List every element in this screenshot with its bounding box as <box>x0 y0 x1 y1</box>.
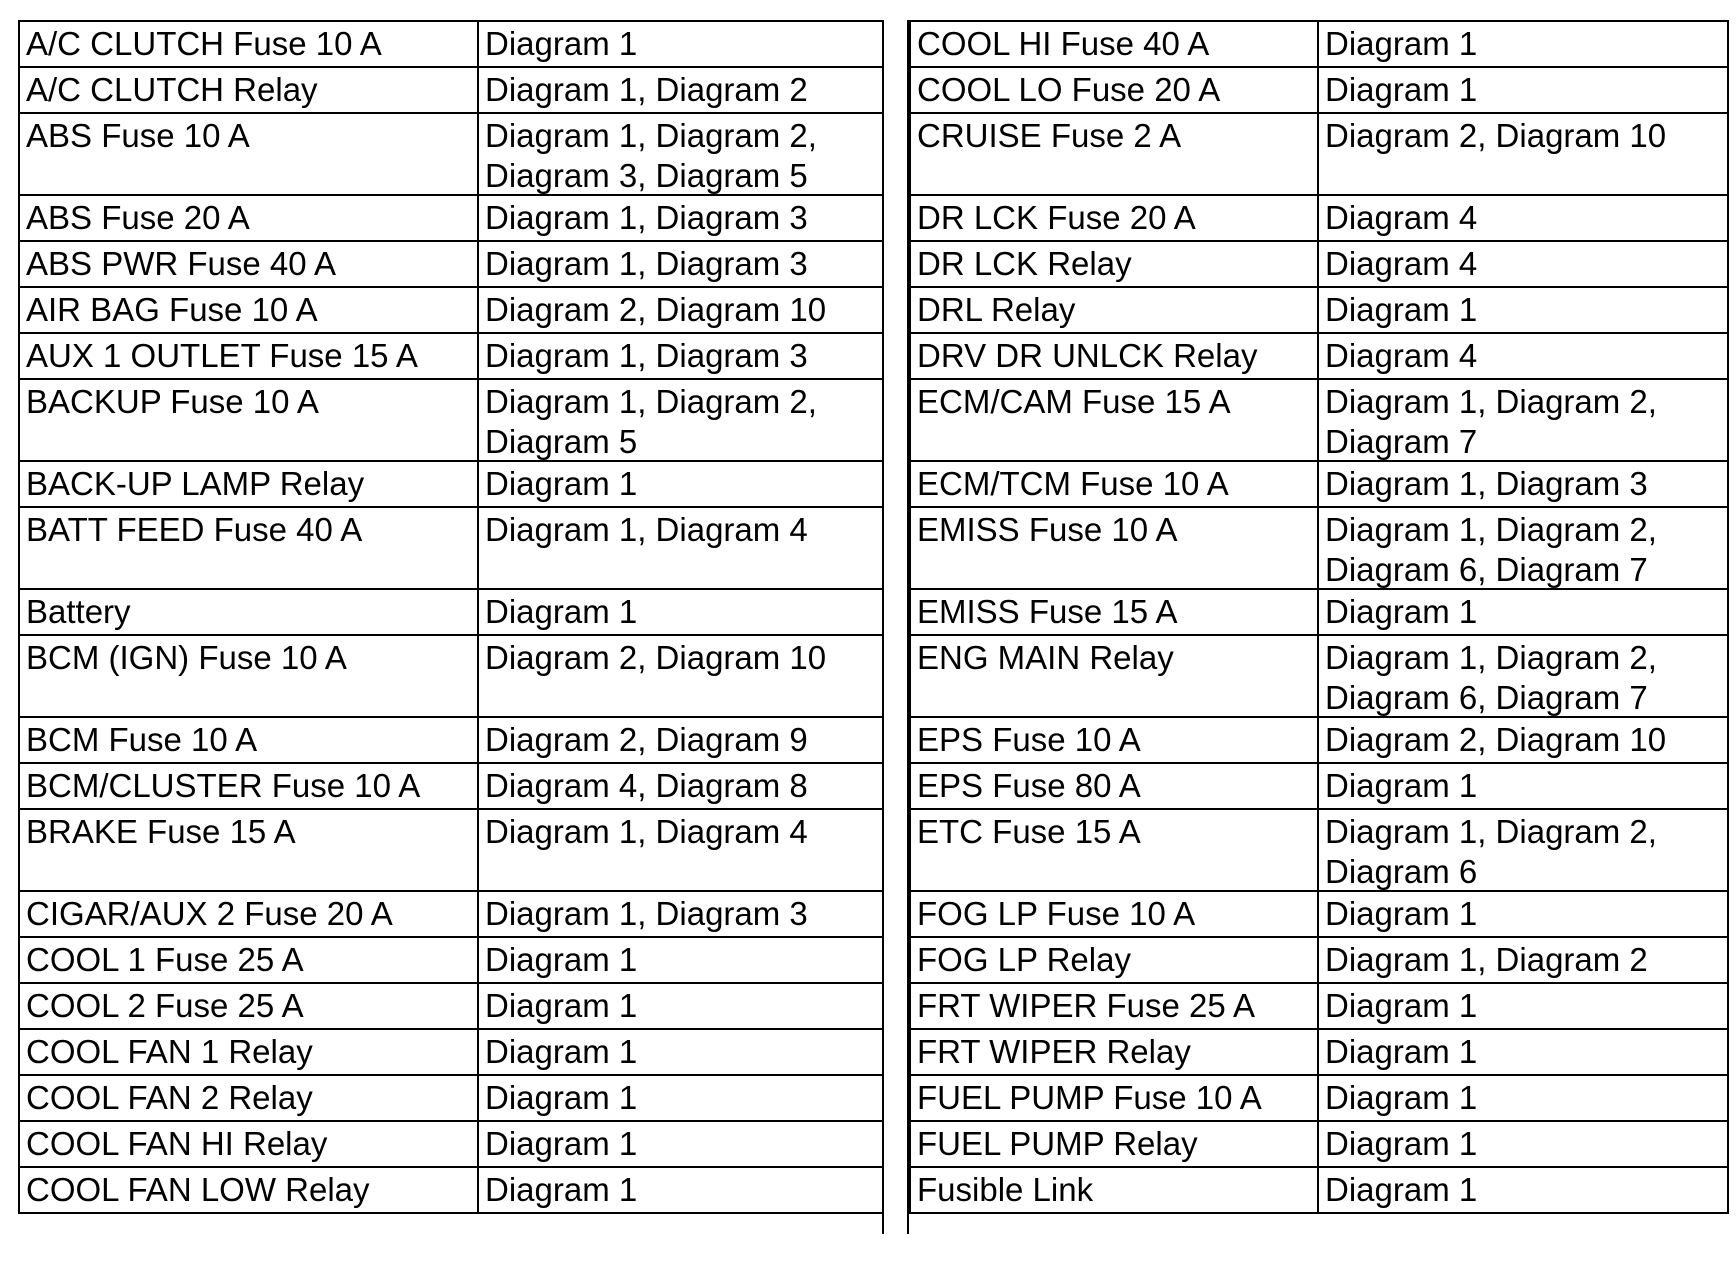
diagram-reference-line: Diagram 6 <box>1325 853 1478 890</box>
diagram-reference-line <box>485 676 878 716</box>
component-name-cell: COOL HI Fuse 40 A <box>910 21 1318 67</box>
diagram-reference-line: Diagram 4 <box>1325 199 1478 236</box>
diagram-reference-line: Diagram 5 <box>485 423 638 460</box>
diagram-reference-line: Diagram 1, Diagram 4 <box>485 511 808 548</box>
diagram-reference-cell <box>478 937 883 983</box>
table-row <box>910 21 1728 67</box>
table-row <box>19 1029 883 1075</box>
diagram-reference-line: Diagram 2, Diagram 10 <box>1325 721 1667 758</box>
component-name-cell: DRL Relay <box>910 287 1318 333</box>
component-name-cell: BCM Fuse 10 A <box>19 717 478 763</box>
table-row <box>19 983 883 1029</box>
table-row <box>910 507 1728 589</box>
table-row <box>19 287 883 333</box>
component-name-cell: BRAKE Fuse 15 A <box>19 809 478 891</box>
diagram-reference-cell <box>1318 809 1728 891</box>
diagram-reference-line: Diagram 1 <box>485 941 638 978</box>
table-row <box>19 763 883 809</box>
diagram-reference-cell <box>478 21 883 67</box>
diagram-reference-cell <box>1318 287 1728 333</box>
component-name-cell: COOL FAN LOW Relay <box>19 1167 478 1213</box>
component-name-cell: A/C CLUTCH Fuse 10 A <box>19 21 478 67</box>
diagram-reference-line: Diagram 1, Diagram 2, <box>1325 383 1657 420</box>
table-row <box>910 763 1728 809</box>
diagram-reference-cell <box>1318 1075 1728 1121</box>
diagram-reference-cell <box>478 333 883 379</box>
component-name-cell: Battery <box>19 589 478 635</box>
component-name-cell: ECM/CAM Fuse 15 A <box>910 379 1318 461</box>
diagram-reference-cell <box>1318 333 1728 379</box>
component-name-cell: AUX 1 OUTLET Fuse 15 A <box>19 333 478 379</box>
component-name-cell: EMISS Fuse 15 A <box>910 589 1318 635</box>
component-name-cell: FUEL PUMP Relay <box>910 1121 1318 1167</box>
table-row <box>910 891 1728 937</box>
table-row <box>910 1121 1728 1167</box>
diagram-reference-line: Diagram 4 <box>1325 337 1478 374</box>
component-name-cell: BCM/CLUSTER Fuse 10 A <box>19 763 478 809</box>
diagram-reference-line <box>485 850 878 890</box>
diagram-reference-line: Diagram 6, Diagram 7 <box>1325 679 1648 716</box>
table-row <box>19 67 883 113</box>
table-row <box>19 1075 883 1121</box>
diagram-reference-cell <box>1318 507 1728 589</box>
component-name-cell: CIGAR/AUX 2 Fuse 20 A <box>19 891 478 937</box>
component-name-cell: DR LCK Relay <box>910 241 1318 287</box>
diagram-reference-cell <box>478 891 883 937</box>
diagram-reference-line: Diagram 1 <box>1325 1125 1478 1162</box>
diagram-reference-cell <box>478 241 883 287</box>
diagram-reference-cell <box>478 67 883 113</box>
component-name-cell: AIR BAG Fuse 10 A <box>19 287 478 333</box>
diagram-reference-cell <box>478 507 883 589</box>
table-row <box>910 983 1728 1029</box>
component-name-cell: COOL 1 Fuse 25 A <box>19 937 478 983</box>
diagram-reference-cell <box>478 461 883 507</box>
table-row <box>910 241 1728 287</box>
diagram-reference-line: Diagram 1 <box>1325 71 1478 108</box>
diagram-reference-line: Diagram 1 <box>1325 895 1478 932</box>
diagram-reference-line: Diagram 1 <box>485 1033 638 1070</box>
table-row <box>19 891 883 937</box>
diagram-reference-line: Diagram 1 <box>1325 593 1478 630</box>
diagram-reference-line: Diagram 4, Diagram 8 <box>485 767 808 804</box>
component-name-cell: ECM/TCM Fuse 10 A <box>910 461 1318 507</box>
component-name-cell: FUEL PUMP Fuse 10 A <box>910 1075 1318 1121</box>
diagram-reference-line: Diagram 1 <box>485 465 638 502</box>
component-name-cell: FRT WIPER Relay <box>910 1029 1318 1075</box>
table-row <box>910 1029 1728 1075</box>
diagram-reference-cell <box>478 809 883 891</box>
diagram-reference-cell <box>1318 67 1728 113</box>
table-row <box>19 333 883 379</box>
table-row <box>910 379 1728 461</box>
diagram-reference-line: Diagram 6, Diagram 7 <box>1325 551 1648 588</box>
table-row <box>910 113 1728 195</box>
table-row <box>19 635 883 717</box>
diagram-reference-line: Diagram 1 <box>1325 767 1478 804</box>
component-name-cell: BACKUP Fuse 10 A <box>19 379 478 461</box>
right-index-body <box>910 21 1728 1213</box>
component-name-cell: COOL FAN 1 Relay <box>19 1029 478 1075</box>
table-row <box>910 287 1728 333</box>
component-name-cell: FOG LP Relay <box>910 937 1318 983</box>
diagram-reference-cell <box>1318 195 1728 241</box>
diagram-reference-cell <box>478 983 883 1029</box>
diagram-reference-cell <box>478 763 883 809</box>
diagram-reference-line: Diagram 1 <box>1325 291 1478 328</box>
diagram-reference-line: Diagram 1 <box>485 593 638 630</box>
diagram-reference-line: Diagram 1, Diagram 3 <box>485 337 808 374</box>
table-row <box>19 1167 883 1213</box>
table-row <box>19 589 883 635</box>
diagram-reference-cell <box>1318 763 1728 809</box>
diagram-reference-cell <box>1318 21 1728 67</box>
diagram-reference-line: Diagram 1 <box>1325 1079 1478 1116</box>
diagram-reference-line: Diagram 1, Diagram 2, <box>1325 511 1657 548</box>
component-name-cell: COOL LO Fuse 20 A <box>910 67 1318 113</box>
component-name-cell: EMISS Fuse 10 A <box>910 507 1318 589</box>
diagram-reference-cell <box>1318 635 1728 717</box>
diagram-reference-cell <box>1318 1121 1728 1167</box>
component-name-cell: COOL FAN HI Relay <box>19 1121 478 1167</box>
table-row <box>19 717 883 763</box>
diagram-reference-line: Diagram 1 <box>485 1079 638 1116</box>
component-name-cell: EPS Fuse 10 A <box>910 717 1318 763</box>
diagram-reference-line: Diagram 1, Diagram 2, <box>485 383 817 420</box>
table-row <box>19 21 883 67</box>
diagram-reference-cell <box>1318 241 1728 287</box>
component-name-cell: COOL 2 Fuse 25 A <box>19 983 478 1029</box>
diagram-reference-line <box>1325 154 1723 194</box>
component-name-cell: FOG LP Fuse 10 A <box>910 891 1318 937</box>
diagram-reference-cell <box>1318 1029 1728 1075</box>
component-name-cell: Fusible Link <box>910 1167 1318 1213</box>
component-name-cell: A/C CLUTCH Relay <box>19 67 478 113</box>
diagram-reference-line <box>485 548 878 588</box>
component-name-cell: ABS PWR Fuse 40 A <box>19 241 478 287</box>
table-row <box>19 809 883 891</box>
table-row <box>19 461 883 507</box>
diagram-reference-cell <box>478 1029 883 1075</box>
table-row <box>910 937 1728 983</box>
table-row <box>19 937 883 983</box>
diagram-reference-line: Diagram 1 <box>1325 25 1478 62</box>
table-row <box>910 67 1728 113</box>
diagram-reference-line: Diagram 1 <box>1325 987 1478 1024</box>
diagram-reference-cell <box>1318 461 1728 507</box>
diagram-reference-line: Diagram 2, Diagram 10 <box>485 639 827 676</box>
table-row <box>910 717 1728 763</box>
diagram-reference-line: Diagram 4 <box>1325 245 1478 282</box>
diagram-reference-cell <box>478 1121 883 1167</box>
diagram-reference-line: Diagram 1, Diagram 4 <box>485 813 808 850</box>
table-row <box>910 195 1728 241</box>
diagram-reference-cell <box>478 635 883 717</box>
diagram-reference-line: Diagram 1 <box>485 25 638 62</box>
table-row <box>910 461 1728 507</box>
component-name-cell: EPS Fuse 80 A <box>910 763 1318 809</box>
diagram-reference-line: Diagram 7 <box>1325 423 1478 460</box>
component-name-cell: ABS Fuse 10 A <box>19 113 478 195</box>
diagram-reference-cell <box>478 379 883 461</box>
diagram-reference-line: Diagram 1, Diagram 3 <box>485 199 808 236</box>
component-name-cell: ETC Fuse 15 A <box>910 809 1318 891</box>
diagram-reference-cell <box>1318 717 1728 763</box>
table-row <box>910 589 1728 635</box>
column-gap-frame <box>882 20 909 1234</box>
table-row <box>910 809 1728 891</box>
diagram-reference-line: Diagram 1, Diagram 2 <box>485 71 808 108</box>
component-name-cell: COOL FAN 2 Relay <box>19 1075 478 1121</box>
diagram-reference-line: Diagram 1 <box>485 1171 638 1208</box>
diagram-reference-cell <box>478 717 883 763</box>
diagram-reference-line: Diagram 2, Diagram 10 <box>1325 117 1667 154</box>
diagram-reference-cell <box>1318 113 1728 195</box>
diagram-reference-line: Diagram 1, Diagram 3 <box>485 245 808 282</box>
right-index-table <box>909 20 1729 1214</box>
component-name-cell: DR LCK Fuse 20 A <box>910 195 1318 241</box>
diagram-reference-cell <box>1318 379 1728 461</box>
component-name-cell: CRUISE Fuse 2 A <box>910 113 1318 195</box>
component-name-cell: ENG MAIN Relay <box>910 635 1318 717</box>
left-index-body <box>19 21 883 1213</box>
diagram-reference-cell <box>478 195 883 241</box>
component-name-cell: BACK-UP LAMP Relay <box>19 461 478 507</box>
diagram-reference-line: Diagram 1, Diagram 2 <box>1325 941 1648 978</box>
diagram-reference-cell <box>478 287 883 333</box>
diagram-reference-line: Diagram 1 <box>1325 1033 1478 1070</box>
diagram-reference-line: Diagram 2, Diagram 9 <box>485 721 808 758</box>
table-row <box>910 1075 1728 1121</box>
diagram-reference-cell <box>1318 983 1728 1029</box>
diagram-reference-line: Diagram 2, Diagram 10 <box>485 291 827 328</box>
table-row <box>19 507 883 589</box>
diagram-reference-cell <box>478 589 883 635</box>
diagram-reference-line: Diagram 1 <box>485 1125 638 1162</box>
table-row <box>19 379 883 461</box>
table-row <box>910 1167 1728 1213</box>
diagram-reference-line: Diagram 1, Diagram 3 <box>1325 465 1648 502</box>
component-name-cell: BATT FEED Fuse 40 A <box>19 507 478 589</box>
component-name-cell: FRT WIPER Fuse 25 A <box>910 983 1318 1029</box>
diagram-reference-line: Diagram 1, Diagram 2, <box>1325 813 1657 850</box>
diagram-reference-cell <box>1318 1167 1728 1213</box>
diagram-reference-line: Diagram 1 <box>485 987 638 1024</box>
left-index-table <box>18 20 884 1214</box>
table-row <box>910 635 1728 717</box>
diagram-reference-line: Diagram 3, Diagram 5 <box>485 157 808 194</box>
diagram-reference-cell <box>1318 937 1728 983</box>
component-name-cell: DRV DR UNLCK Relay <box>910 333 1318 379</box>
table-row <box>19 1121 883 1167</box>
diagram-reference-line: Diagram 1 <box>1325 1171 1478 1208</box>
diagram-reference-cell <box>478 1075 883 1121</box>
diagram-reference-line: Diagram 1, Diagram 2, <box>485 117 817 154</box>
diagram-reference-cell <box>478 113 883 195</box>
table-row <box>19 195 883 241</box>
diagram-reference-line: Diagram 1, Diagram 2, <box>1325 639 1657 676</box>
table-row <box>19 241 883 287</box>
diagram-reference-cell <box>478 1167 883 1213</box>
diagram-reference-line: Diagram 1, Diagram 3 <box>485 895 808 932</box>
component-name-cell: ABS Fuse 20 A <box>19 195 478 241</box>
diagram-reference-cell <box>1318 891 1728 937</box>
table-row <box>910 333 1728 379</box>
component-name-cell: BCM (IGN) Fuse 10 A <box>19 635 478 717</box>
diagram-reference-cell <box>1318 589 1728 635</box>
table-row <box>19 113 883 195</box>
